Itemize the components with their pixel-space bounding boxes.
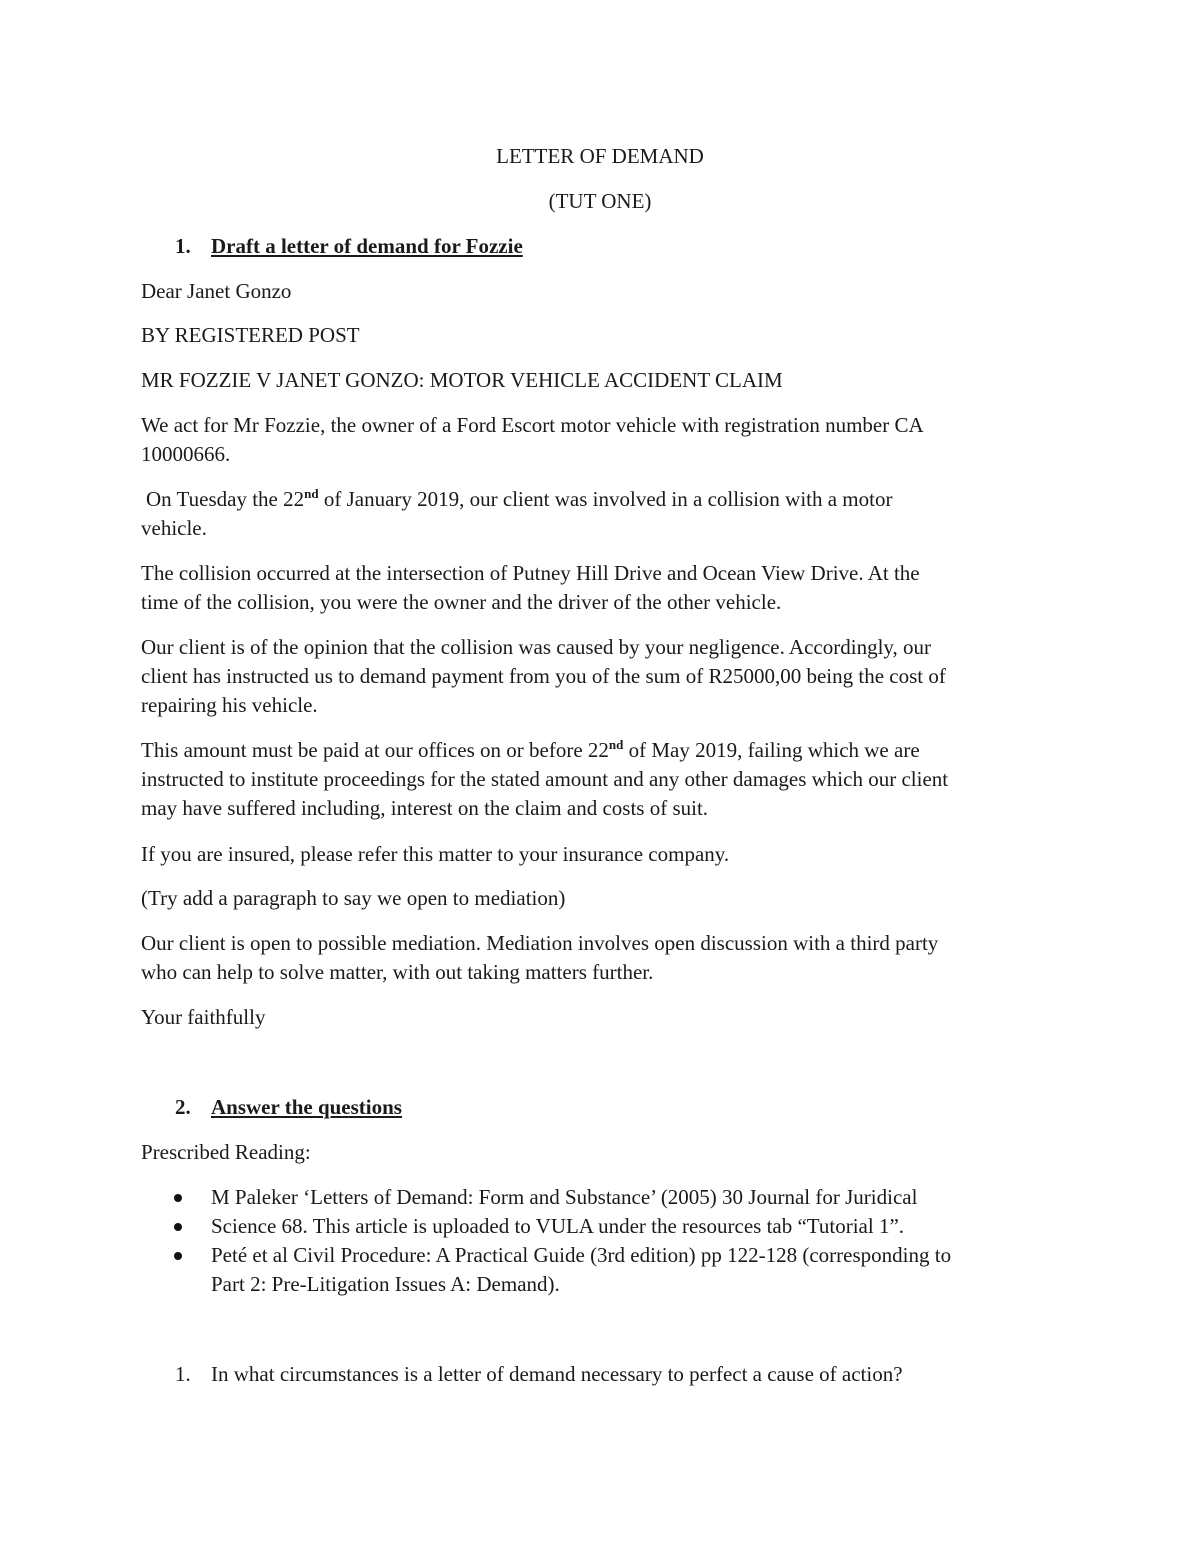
letter-subject: MR FOZZIE V JANET GONZO: MOTOR VEHICLE ACCIDENT CLAIM xyxy=(141,368,783,392)
section-2-number: 2. xyxy=(175,1095,191,1119)
paragraph-line: The collision occurred at the intersection of Putney Hill Drive and Ocean View Drive. At the xyxy=(141,561,920,585)
paragraph-line: may have suffered including, interest on the claim and costs of suit. xyxy=(141,796,709,820)
bullet-icon xyxy=(174,1252,182,1260)
paragraph-line: We act for Mr Fozzie, the owner of a Ford Escort motor vehicle with registration number CA xyxy=(141,413,924,437)
bullet-icon xyxy=(174,1223,182,1231)
letter-closing: Your faithfully xyxy=(141,1005,266,1029)
list-item-text: Science 68. This article is uploaded to VULA under the resources tab “Tutorial 1”. xyxy=(211,1214,905,1238)
list-item-text: Part 2: Pre-Litigation Issues A: Demand). xyxy=(211,1272,560,1296)
section-1-title: Draft a letter of demand for Fozzie xyxy=(211,234,523,258)
bullet-icon xyxy=(174,1194,182,1202)
paragraph-line: client has instructed us to demand payment from you of the sum of R25000,00 being the cost of xyxy=(141,664,946,688)
paragraph-line: who can help to solve matter, with out taking matters further. xyxy=(141,960,654,984)
salutation: Dear Janet Gonzo xyxy=(141,279,292,303)
document-title: LETTER OF DEMAND xyxy=(496,144,704,168)
paragraph-line xyxy=(146,485,1066,514)
paragraph-line xyxy=(141,736,1061,765)
paragraph-line: Our client is of the opinion that the collision was caused by your negligence. Accordingly, our xyxy=(141,635,932,659)
paragraph-insurance: If you are insured, please refer this matter to your insurance company. xyxy=(141,842,730,866)
ordinal-suffix: nd xyxy=(608,737,624,752)
paragraph-line: repairing his vehicle. xyxy=(141,693,318,717)
section-2-title: Answer the questions xyxy=(211,1095,402,1119)
paragraph-line: vehicle. xyxy=(141,516,207,540)
delivery-method: BY REGISTERED POST xyxy=(141,323,360,347)
paragraph-mediation-note: (Try add a paragraph to say we open to mediation) xyxy=(141,886,566,910)
text-run: of January 2019, our client was involved in a collision with a motor xyxy=(318,487,893,511)
ordinal-suffix: nd xyxy=(304,486,319,501)
question-number: 1. xyxy=(175,1362,191,1386)
list-item-text: Peté et al Civil Procedure: A Practical Guide (3rd edition) pp 122-128 (corresponding to xyxy=(211,1243,952,1267)
text-run: of May 2019, failing which we are xyxy=(623,738,920,762)
section-1-number: 1. xyxy=(175,234,191,258)
prescribed-reading-label: Prescribed Reading: xyxy=(141,1140,311,1164)
paragraph-line: Our client is open to possible mediation. Mediation involves open discussion with a third party xyxy=(141,931,939,955)
list-item-text: M Paleker ‘Letters of Demand: Form and Substance’ (2005) 30 Journal for Juridical xyxy=(211,1185,918,1209)
paragraph-line: instructed to institute proceedings for the stated amount and any other damages which our client xyxy=(141,767,949,791)
paragraph-line: time of the collision, you were the owner and the driver of the other vehicle. xyxy=(141,590,782,614)
text-run: This amount must be paid at our offices on or before 22 xyxy=(141,738,609,762)
paragraph-line: 10000666. xyxy=(141,442,231,466)
document-subtitle: (TUT ONE) xyxy=(548,189,652,213)
text-run: On Tuesday the 22 xyxy=(146,487,305,511)
question-text: In what circumstances is a letter of demand necessary to perfect a cause of action? xyxy=(211,1362,903,1386)
